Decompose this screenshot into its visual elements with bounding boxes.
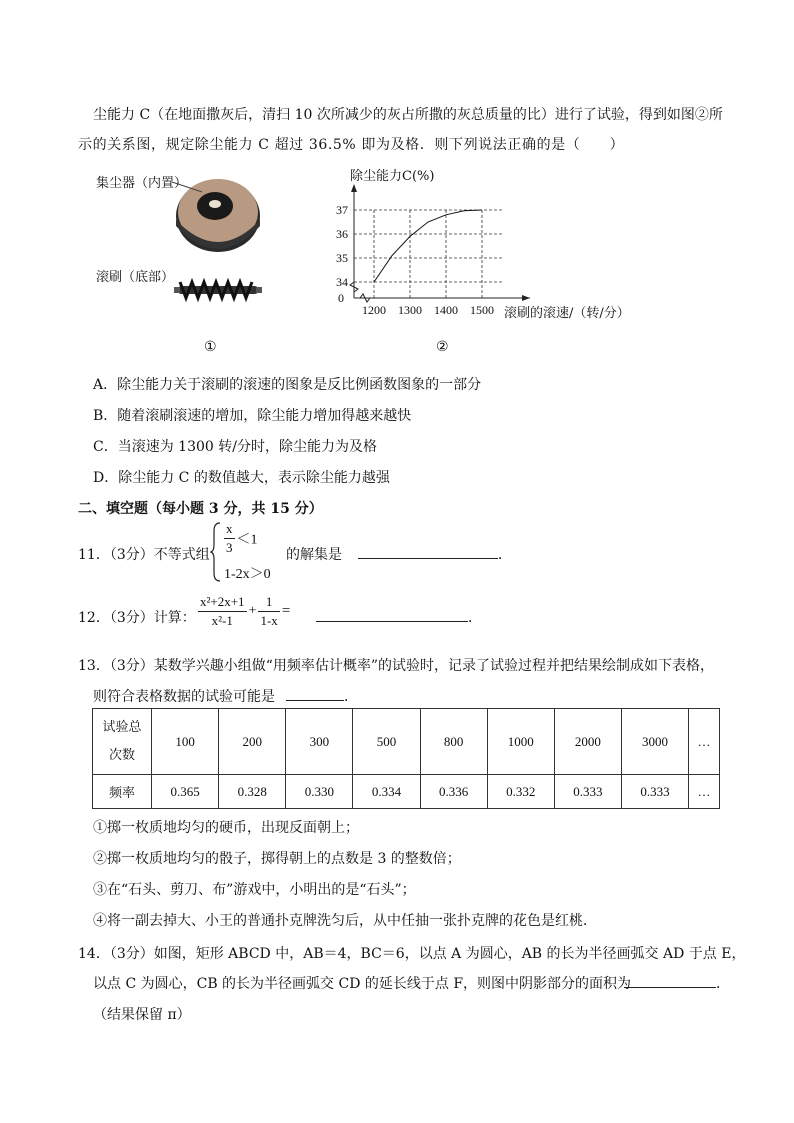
dust-capacity-chart bbox=[330, 160, 650, 330]
q10-stem-line1: 尘能力 C（在地面撒灰后，清扫 10 次所减少的灰占所撒的灰总质量的比）进行了试验，得到如图②所 bbox=[93, 107, 723, 123]
q10-option-b: B．随着滚刷滚速的增加，除尘能力增加得越来越快 bbox=[93, 408, 412, 424]
table-cell: 500 bbox=[353, 709, 420, 775]
x-tick-label: 1500 bbox=[470, 303, 494, 317]
q13-choice-3: ③在“石头、剪刀、布”游戏中，小明出的是“石头”； bbox=[93, 882, 416, 898]
y-axis-arrow-icon bbox=[351, 184, 357, 192]
x-tick-label: 1200 bbox=[362, 303, 386, 317]
q12-equals: = bbox=[281, 603, 291, 619]
table-cell: 0.332 bbox=[487, 775, 554, 809]
q11-frac-den: 3 bbox=[226, 540, 233, 555]
q14-line2: 以点 C 为圆心，CB 的长为半径画弧交 CD 的延长线于点 F，则图中阴影部分的面积为 bbox=[93, 976, 632, 992]
q13-table bbox=[92, 708, 720, 809]
series-line bbox=[374, 210, 482, 282]
table-cell: 0.333 bbox=[554, 775, 621, 809]
q12-plus: + bbox=[248, 603, 257, 619]
table-cell: 0.365 bbox=[152, 775, 219, 809]
table-cell: 200 bbox=[219, 709, 286, 775]
q11-row1-rest: ＜1 bbox=[236, 532, 258, 548]
q12-frac1-num: x²+2x+1 bbox=[198, 594, 247, 612]
table-cell: 3000 bbox=[621, 709, 688, 775]
q14-line1: 14．（3分）如图，矩形 ABCD 中，AB＝4，BC＝6，以点 A 为圆心，AB 的长为半径画弧交 AD 于点 E， bbox=[78, 946, 746, 962]
x-axis-arrow-icon bbox=[522, 295, 530, 301]
q13-choice-2: ②掷一枚质地均匀的骰子，掷得朝上的点数是 3 的整数倍； bbox=[93, 851, 461, 867]
q13-choice-1: ①掷一枚质地均匀的硬币，出现反面朝上； bbox=[93, 820, 359, 836]
table-cell: 300 bbox=[286, 709, 353, 775]
y-tick-label: 36 bbox=[336, 227, 348, 241]
q12-answer-blank[interactable]: ． bbox=[316, 607, 482, 627]
label-roller-brush: 滚刷（底部） bbox=[96, 270, 175, 285]
q10-option-a: A．除尘能力关于滚刷的滚速的图象是反比例函数图象的一部分 bbox=[93, 377, 482, 393]
table-header-frequency: 频率 bbox=[93, 775, 152, 809]
q11-frac-num: x bbox=[224, 521, 235, 539]
y-tick-label: 37 bbox=[336, 203, 348, 217]
q12-frac1-den: x²-1 bbox=[211, 613, 233, 628]
q11-answer-blank[interactable]: ． bbox=[358, 544, 512, 564]
x-tick-label: 1400 bbox=[434, 303, 458, 317]
y-tick-label: 34 bbox=[336, 275, 348, 289]
table-cell: 0.336 bbox=[420, 775, 487, 809]
section-heading: 二、填空题（每小题 3 分，共 15 分） bbox=[78, 501, 323, 517]
table-cell: … bbox=[689, 709, 720, 775]
roller-brush-icon bbox=[174, 282, 262, 298]
q11-system bbox=[210, 521, 282, 583]
origin-label: 0 bbox=[338, 291, 344, 305]
q11-row2: 1-2x＞0 bbox=[224, 567, 271, 582]
q14-answer-blank[interactable]: ． bbox=[624, 973, 730, 993]
brace-icon bbox=[210, 521, 222, 583]
y-tick-label: 35 bbox=[336, 251, 348, 265]
q12-prefix: 12．（3分）计算： bbox=[78, 610, 196, 626]
q13-choice-4: ④将一副去掉大、小王的普通扑克牌洗匀后，从中任抽一张扑克牌的花色是红桃． bbox=[93, 913, 597, 929]
table-cell: 0.334 bbox=[353, 775, 420, 809]
figure-robot-vacuum bbox=[90, 168, 280, 318]
table-cell: 0.328 bbox=[219, 775, 286, 809]
q13-stem-line1: 13．（3分）某数学兴趣小组做“用频率估计概率”的试验时，记录了试验过程并把结果绘制成如下表格， bbox=[78, 658, 715, 674]
q10-option-d: D．除尘能力 C 的数值越大，表示除尘能力越强 bbox=[93, 470, 390, 486]
label-dust-collector: 集尘器（内置） bbox=[96, 176, 188, 191]
q13-stem-line2: 则符合表格数据的试验可能是 bbox=[93, 689, 275, 705]
table-header-trials: 试验总 次数 bbox=[93, 709, 152, 775]
q12-frac2-den: 1-x bbox=[260, 613, 278, 628]
q11-suffix: 的解集是 bbox=[286, 547, 342, 563]
q14-line3: （结果保留 π） bbox=[93, 1007, 191, 1023]
q10-stem-line2: 示的关系图，规定除尘能力 C 超过 36.5% 即为及格．则下列说法正确的是（ ） bbox=[78, 137, 625, 153]
table-row-trials bbox=[93, 709, 720, 775]
table-cell: 2000 bbox=[554, 709, 621, 775]
table-cell: 1000 bbox=[487, 709, 554, 775]
table-cell: 800 bbox=[420, 709, 487, 775]
figure2-caption: ② bbox=[436, 339, 449, 355]
q10-option-c: C．当滚速为 1300 转/分时，除尘能力为及格 bbox=[93, 439, 377, 455]
x-tick-label: 1300 bbox=[398, 303, 422, 317]
figure-chart bbox=[330, 160, 650, 330]
q12-expression bbox=[196, 594, 290, 629]
figure1-caption: ① bbox=[204, 339, 217, 355]
x-axis-label: 滚刷的滚速/（转/分） bbox=[504, 306, 630, 321]
y-axis-label: 除尘能力C(%) bbox=[350, 169, 435, 184]
table-row-frequency bbox=[93, 775, 720, 809]
table-cell: 0.330 bbox=[286, 775, 353, 809]
q12-frac2-num: 1 bbox=[258, 594, 279, 612]
table-cell: 100 bbox=[152, 709, 219, 775]
table-cell: 0.333 bbox=[621, 775, 688, 809]
q11-prefix: 11．（3分）不等式组 bbox=[78, 547, 210, 563]
table-cell: … bbox=[689, 775, 720, 809]
q13-answer-blank[interactable]: ． bbox=[286, 686, 358, 706]
